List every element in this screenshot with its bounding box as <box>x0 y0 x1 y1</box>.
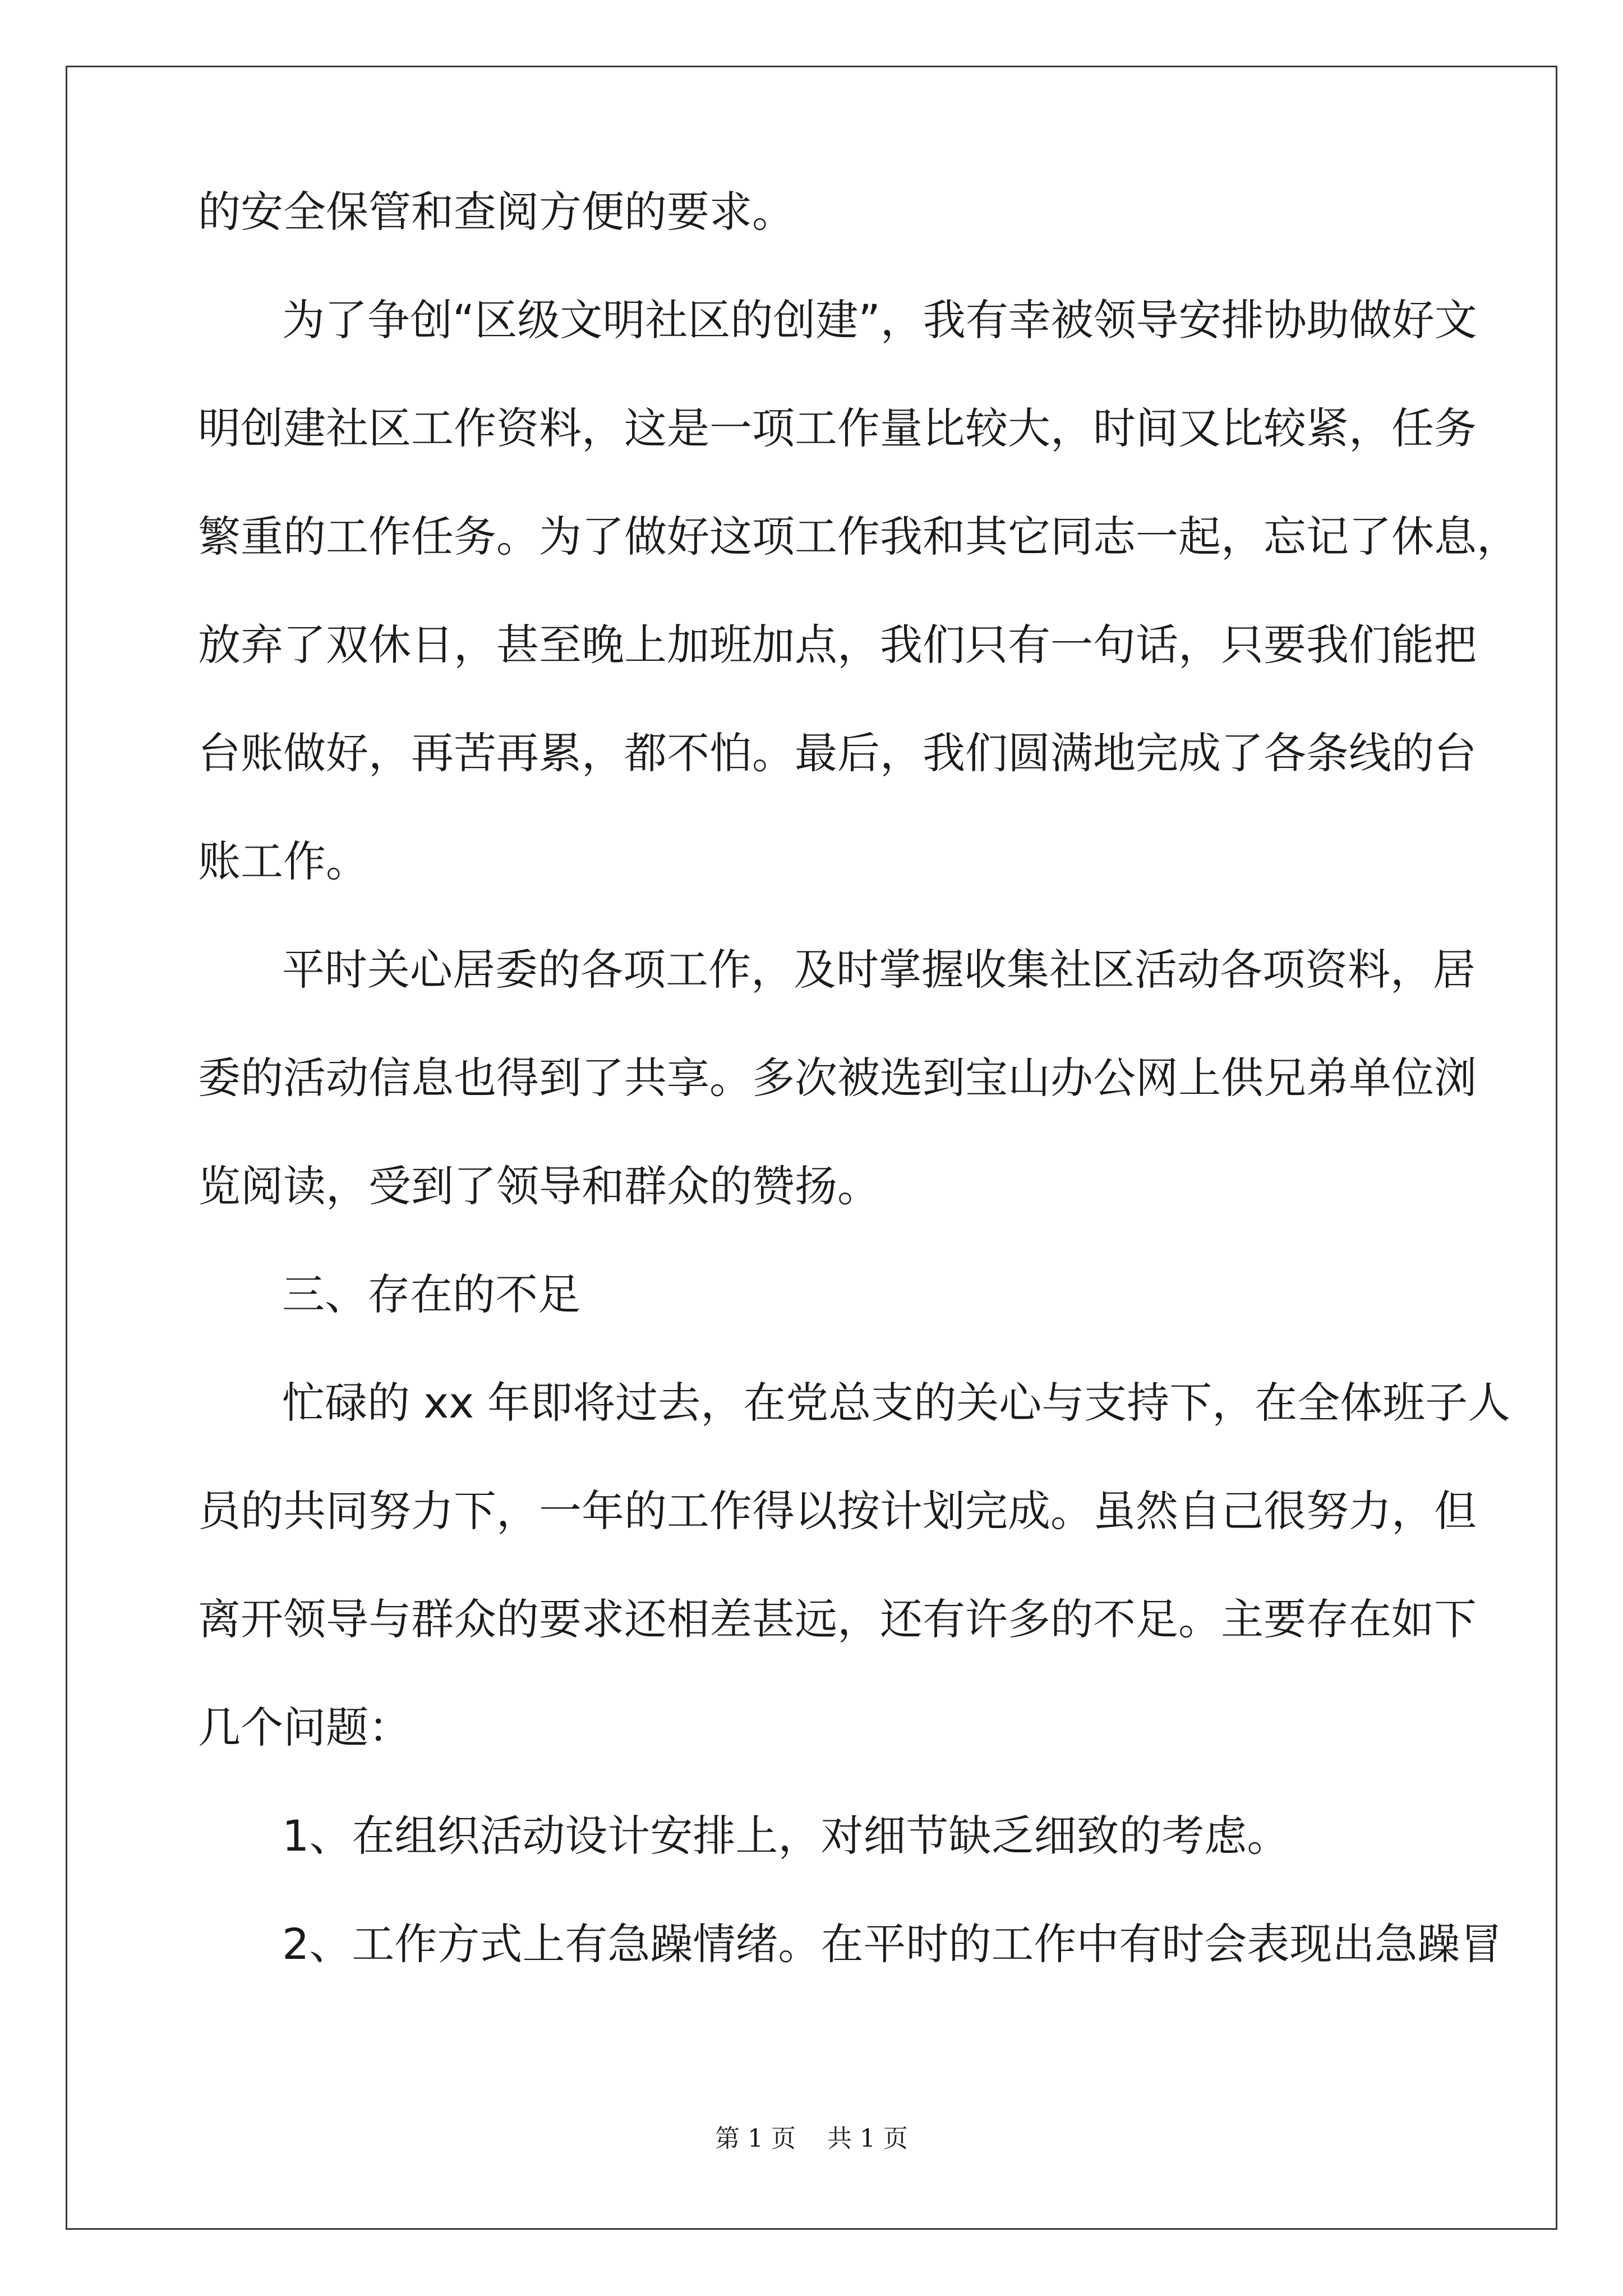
text-line: 平时关心居委的各项工作，及时掌握收集社区活动各项资料，居 <box>282 945 1476 995</box>
text-line: 员的共同努力下，一年的工作得以按计划完成。虽然自己很努力，但 <box>198 1486 1477 1536</box>
page-number-footer: 第 1 页 共 1 页 <box>715 2124 908 2153</box>
text-line: 放弃了双休日，甚至晚上加班加点，我们只有一句话，只要我们能把 <box>198 620 1477 670</box>
list-item: 2、工作方式上有急躁情绪。在平时的工作中有时会表现出急躁冒 <box>282 1919 1503 1969</box>
text-line: 繁重的工作任务。为了做好这项工作我和其它同志一起，忘记了休息， <box>198 512 1519 562</box>
text-line: 的安全保管和查阅方便的要求。 <box>198 187 795 237</box>
text-line: 委的活动信息也得到了共享。多次被选到宝山办公网上供兄弟单位浏 <box>198 1053 1477 1103</box>
section-heading: 三、存在的不足 <box>282 1269 580 1319</box>
page-border <box>66 66 1557 2230</box>
list-item: 1、在组织活动设计安排上，对细节缺乏细致的考虑。 <box>282 1811 1290 1861</box>
text-line: 账工作。 <box>198 836 368 886</box>
text-line: 览阅读，受到了领导和群众的赞扬。 <box>198 1161 880 1211</box>
text-line: 离开领导与群众的要求还相差甚远，还有许多的不足。主要存在如下 <box>198 1594 1477 1644</box>
text-line: 为了争创“区级文明社区的创建”，我有幸被领导安排协助做好文 <box>282 295 1477 345</box>
text-line: 忙碌的 xx 年即将过去，在党总支的关心与支持下，在全体班子人 <box>282 1378 1511 1428</box>
text-line: 几个问题： <box>198 1703 411 1752</box>
text-line: 明创建社区工作资料，这是一项工作量比较大，时间又比较紧，任务 <box>198 403 1477 453</box>
text-line: 台账做好，再苦再累，都不怕。最后，我们圆满地完成了各条线的台 <box>198 728 1477 778</box>
